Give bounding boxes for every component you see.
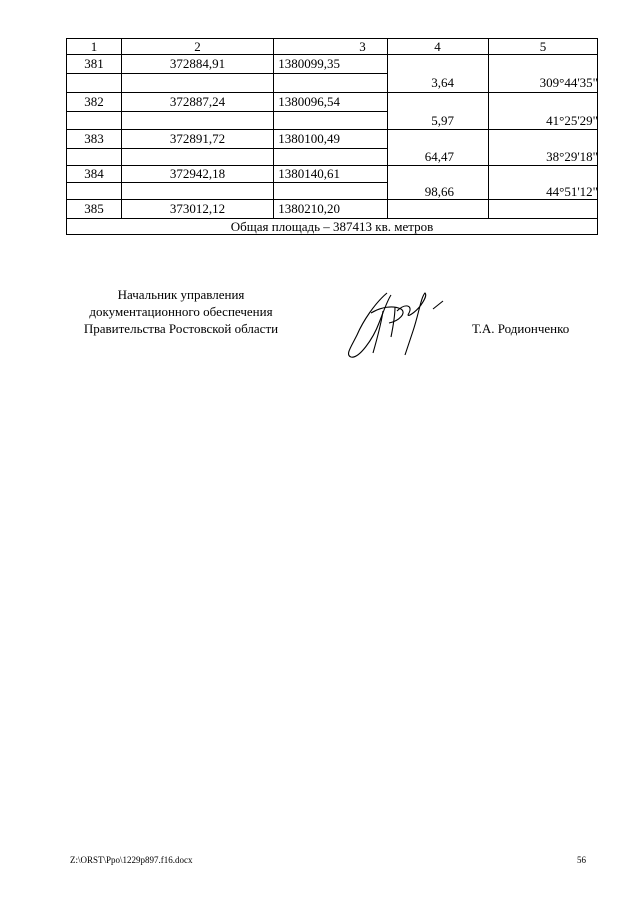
signatory-title-line: Начальник управления [117,287,245,302]
page-number: 56 [577,855,586,865]
total-area: Общая площадь – 387413 кв. метров [230,219,434,234]
point-x: 372884,91 [169,56,226,71]
table-header-5: 5 [539,39,547,54]
segment-distance: 5,97 [431,113,454,128]
point-y: 1380100,49 [278,131,340,146]
segment-angle: 44°51'12" [546,184,598,199]
point-number: 384 [84,166,104,181]
signatory-name: Т.А. Родионченко [472,321,570,336]
file-path: Z:\ORST\Ppo\1229p897.f16.docx [70,855,193,865]
signatory-title-line: документационного обеспечения [89,304,273,319]
point-x: 372942,18 [169,166,226,181]
table-header-2: 2 [194,39,201,54]
point-number: 383 [84,131,104,146]
signatory-title-line: Правительства Ростовской области [83,321,279,336]
coordinates-table [66,38,598,235]
signatory-title [56,286,306,337]
point-y: 1380096,54 [278,94,340,109]
point-number: 382 [84,94,104,109]
point-x: 372891,72 [169,131,226,146]
point-y: 1380099,35 [278,56,340,71]
segment-angle: 38°29'18" [546,149,598,164]
segment-distance: 98,66 [424,184,454,199]
point-number: 385 [84,201,104,216]
segment-distance: 3,64 [431,75,454,90]
point-x: 372887,24 [169,94,226,109]
segment-distance: 64,47 [424,149,454,164]
table-header-3: 3 [359,39,366,54]
point-y: 1380140,61 [278,166,340,181]
point-y: 1380210,20 [278,201,340,216]
point-number: 381 [84,56,104,71]
table-header-4: 4 [434,39,441,54]
segment-angle: 41°25'29" [546,113,598,128]
table-header-1: 1 [90,39,98,54]
segment-angle: 309°44'35" [539,75,598,90]
point-x: 373012,12 [169,201,226,216]
handwritten-signature [335,283,455,363]
